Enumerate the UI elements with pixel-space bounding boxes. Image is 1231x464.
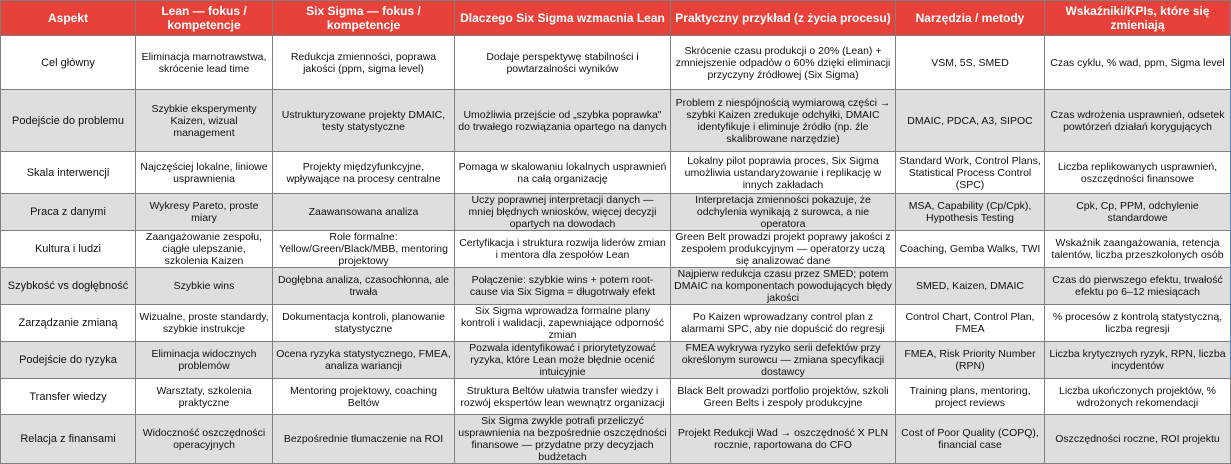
tools-cell: FMEA, Risk Priority Number (RPN) bbox=[896, 342, 1045, 379]
table-row bbox=[1, 36, 1231, 90]
header-tools: Narzędzia / metody bbox=[896, 1, 1045, 36]
table-row bbox=[1, 305, 1231, 342]
header-aspect: Aspekt bbox=[1, 1, 136, 36]
lean-cell: Widoczność oszczędności operacyjnych bbox=[136, 415, 273, 464]
aspect-cell: Skala interwencji bbox=[1, 152, 136, 194]
lean-cell: Wizualne, proste standardy, szybkie instrukcje bbox=[136, 305, 273, 342]
aspect-cell: Kultura i ludzi bbox=[1, 231, 136, 268]
tools-cell: SMED, Kaizen, DMAIC bbox=[896, 268, 1045, 305]
kpi-cell: Liczba ukończonych projektów, % wdrożonych rekomendacji bbox=[1045, 379, 1231, 415]
aspect-cell: Szybkość vs dogłębność bbox=[1, 268, 136, 305]
six-sigma-cell: Ocena ryzyka statystycznego, FMEA, analiza wariancji bbox=[273, 342, 455, 379]
tools-cell: Training plans, mentoring, project reviews bbox=[896, 379, 1045, 415]
why-cell: Pozwala identyfikować i priorytetyzować ryzyka, które Lean może błędnie ocenić intuicyjnie bbox=[455, 342, 671, 379]
table-row bbox=[1, 231, 1231, 268]
table-row bbox=[1, 268, 1231, 305]
six-sigma-cell: Mentoring projektowy, coaching Beltów bbox=[273, 379, 455, 415]
aspect-cell: Relacja z finansami bbox=[1, 415, 136, 464]
aspect-cell: Praca z danymi bbox=[1, 194, 136, 231]
kpi-cell: Wskaźnik zaangażowania, retencja talentów, liczba przeszkolonych osób bbox=[1045, 231, 1231, 268]
table-row bbox=[1, 342, 1231, 379]
tools-cell: Cost of Poor Quality (COPQ), financial case bbox=[896, 415, 1045, 464]
lean-cell: Eliminacja marnotrawstwa, skrócenie lead time bbox=[136, 36, 273, 90]
header-why-six-sigma: Dlaczego Six Sigma wzmacnia Lean bbox=[455, 1, 671, 36]
six-sigma-cell: Projekty międzyfunkcyjne, wpływające na procesy centralne bbox=[273, 152, 455, 194]
why-cell: Certyfikacja i struktura rozwija liderów zmian i mentora dla zespołów Lean bbox=[455, 231, 671, 268]
example-cell: Po Kaizen wprowadzany control plan z alarmami SPC, aby nie dopuścić do regresji bbox=[671, 305, 896, 342]
example-cell: Interpretacja zmienności pokazuje, że odchylenia wynikają z surowca, a nie operatora bbox=[671, 194, 896, 231]
six-sigma-cell: Ustrukturyzowane projekty DMAIC, testy statystyczne bbox=[273, 90, 455, 152]
kpi-cell: Czas wdrożenia usprawnień, odsetek powtórzeń działań korygujących bbox=[1045, 90, 1231, 152]
tools-cell: Coaching, Gemba Walks, TWI bbox=[896, 231, 1045, 268]
kpi-cell: Liczba replikowanych usprawnień, oszczędności finansowe bbox=[1045, 152, 1231, 194]
why-cell: Połączenie: szybkie wins + potem root-cause via Six Sigma = długotrwały efekt bbox=[455, 268, 671, 305]
example-cell: Black Belt prowadzi portfolio projektów, szkoli Green Belts i zespoły produkcyjne bbox=[671, 379, 896, 415]
kpi-cell: Liczba krytycznych ryzyk, RPN, liczba incydentów bbox=[1045, 342, 1231, 379]
example-cell: Green Belt prowadzi projekt poprawy jakości z zespołem produkcyjnym — operatorzy uczą się analizować dane bbox=[671, 231, 896, 268]
table-row bbox=[1, 379, 1231, 415]
aspect-cell: Zarządzanie zmianą bbox=[1, 305, 136, 342]
table-row bbox=[1, 415, 1231, 464]
header-lean: Lean — fokus / kompetencje bbox=[136, 1, 273, 36]
header-kpis: Wskaźniki/KPIs, które się zmieniają bbox=[1045, 1, 1231, 36]
tools-cell: VSM, 5S, SMED bbox=[896, 36, 1045, 90]
example-cell: Problem z niespójnością wymiarową części → szybki Kaizen zredukuje odchyłki, DMAIC identyfikuje i eliminuje źródło (np. źle skalibrowane narzędzie) bbox=[671, 90, 896, 152]
aspect-cell: Podejście do ryzyka bbox=[1, 342, 136, 379]
lean-cell: Szybkie eksperymenty Kaizen, wizual management bbox=[136, 90, 273, 152]
why-cell: Umożliwia przejście od „szybka poprawka" do trwałego rozwiązania opartego na danych bbox=[455, 90, 671, 152]
why-cell: Uczy poprawnej interpretacji danych — mniej błędnych wniosków, więcej decyzji opartych na dowodach bbox=[455, 194, 671, 231]
six-sigma-cell: Bezpośrednie tłumaczenie na ROI bbox=[273, 415, 455, 464]
lean-cell: Warsztaty, szkolenia praktyczne bbox=[136, 379, 273, 415]
example-cell: Lokalny pilot poprawia proces, Six Sigma umożliwia ustandaryzowanie i replikację w innych zakładach bbox=[671, 152, 896, 194]
kpi-cell: Czas do pierwszego efektu, trwałość efektu po 6–12 miesiącach bbox=[1045, 268, 1231, 305]
example-cell: FMEA wykrywa ryzyko serii defektów przy określonym surowcu — zmiana specyfikacji dostawcy bbox=[671, 342, 896, 379]
six-sigma-cell: Zaawansowana analiza bbox=[273, 194, 455, 231]
tools-cell: MSA, Capability (Cp/Cpk), Hypothesis Testing bbox=[896, 194, 1045, 231]
six-sigma-cell: Dokumentacja kontroli, planowanie statystyczne bbox=[273, 305, 455, 342]
six-sigma-cell: Role formalne: Yellow/Green/Black/MBB, mentoring projektowy bbox=[273, 231, 455, 268]
table-row bbox=[1, 90, 1231, 152]
why-cell: Struktura Beltów ułatwia transfer wiedzy i rozwój ekspertów lean wewnątrz organizacji bbox=[455, 379, 671, 415]
kpi-cell: Cpk, Cp, PPM, odchylenie standardowe bbox=[1045, 194, 1231, 231]
aspect-cell: Podejście do problemu bbox=[1, 90, 136, 152]
header-row bbox=[1, 1, 1231, 36]
why-cell: Pomaga w skalowaniu lokalnych usprawnień na całą organizację bbox=[455, 152, 671, 194]
aspect-cell: Transfer wiedzy bbox=[1, 379, 136, 415]
lean-cell: Wykresy Pareto, proste miary bbox=[136, 194, 273, 231]
why-cell: Dodaje perspektywę stabilności i powtarzalności wyników bbox=[455, 36, 671, 90]
header-practical-example: Praktyczny przykład (z życia procesu) bbox=[671, 1, 896, 36]
example-cell: Projekt Redukcji Wad → oszczędność X PLN rocznie, raportowana do CFO bbox=[671, 415, 896, 464]
tools-cell: DMAIC, PDCA, A3, SIPOC bbox=[896, 90, 1045, 152]
lean-cell: Eliminacja widocznych problemów bbox=[136, 342, 273, 379]
lean-cell: Najczęściej lokalne, liniowe usprawnienia bbox=[136, 152, 273, 194]
lean-cell: Szybkie wins bbox=[136, 268, 273, 305]
lean-cell: Zaangażowanie zespołu, ciągłe ulepszanie, szkolenia Kaizen bbox=[136, 231, 273, 268]
example-cell: Skrócenie czasu produkcji o 20% (Lean) + zmniejszenie odpadów o 60% dzięki eliminacji przyczyny źródłowej (Six Sigma) bbox=[671, 36, 896, 90]
table-row bbox=[1, 152, 1231, 194]
aspect-cell: Cel główny bbox=[1, 36, 136, 90]
six-sigma-cell: Dogłębna analiza, czasochłonna, ale trwała bbox=[273, 268, 455, 305]
why-cell: Six Sigma zwykle potrafi przeliczyć usprawnienia na bezpośrednie oszczędności finansowe — przydatne przy decyzjach budżetach bbox=[455, 415, 671, 464]
six-sigma-cell: Redukcja zmienności, poprawa jakości (ppm, sigma level) bbox=[273, 36, 455, 90]
kpi-cell: Oszczędności roczne, ROI projektu bbox=[1045, 415, 1231, 464]
example-cell: Najpierw redukcja czasu przez SMED; potem DMAIC na komponentach powodujących błędy jakości bbox=[671, 268, 896, 305]
tools-cell: Standard Work, Control Plans, Statistical Process Control (SPC) bbox=[896, 152, 1045, 194]
table-row bbox=[1, 194, 1231, 231]
header-six-sigma: Six Sigma — fokus / kompetencje bbox=[273, 1, 455, 36]
why-cell: Six Sigma wprowadza formalne plany kontroli i walidacji, zapewniające odporność zmian bbox=[455, 305, 671, 342]
tools-cell: Control Chart, Control Plan, FMEA bbox=[896, 305, 1045, 342]
kpi-cell: Czas cyklu, % wad, ppm, Sigma level bbox=[1045, 36, 1231, 90]
kpi-cell: % procesów z kontrolą statystyczną, liczba regresji bbox=[1045, 305, 1231, 342]
